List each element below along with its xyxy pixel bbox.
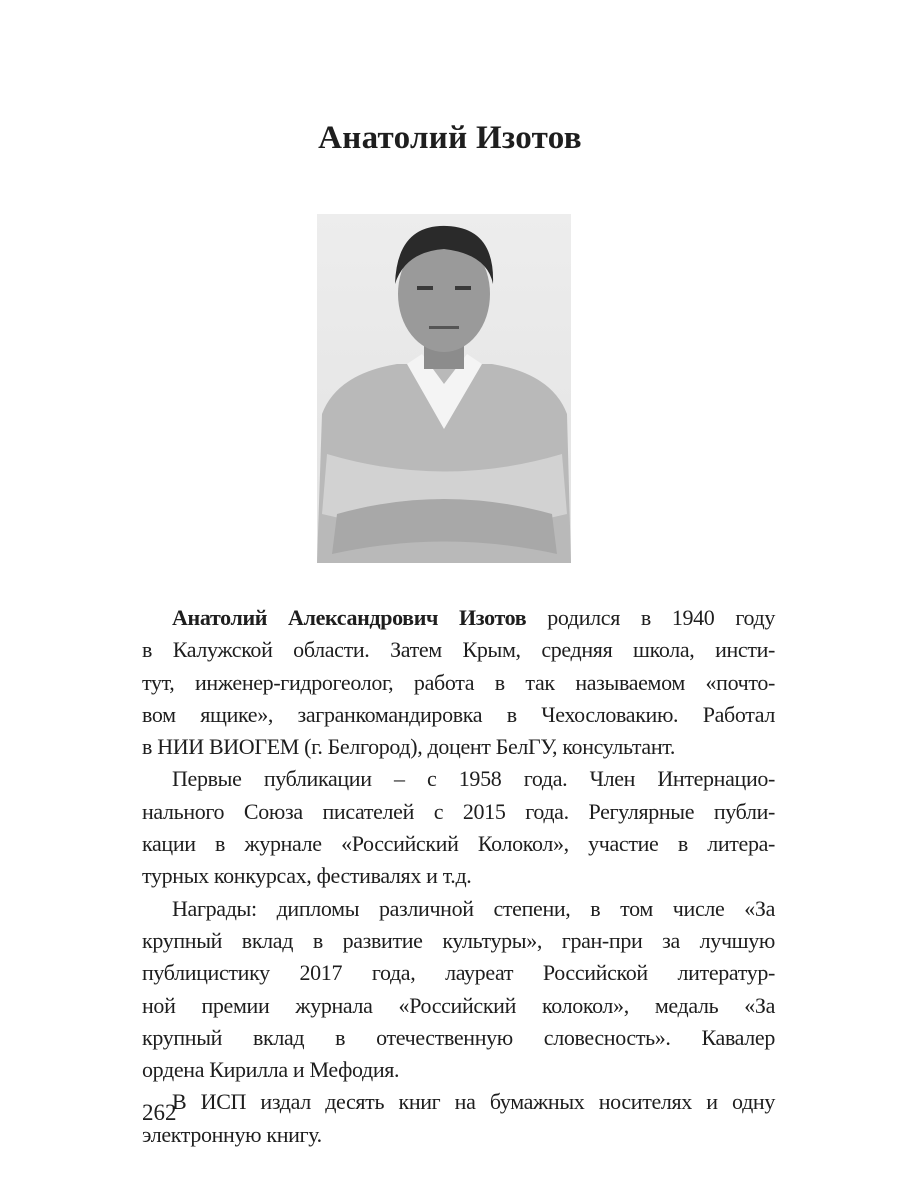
text-line: Анатолий Александрович Изотов родился в 1940 году: [172, 605, 776, 630]
text-line: ордена Кирилла и Мефодия.: [142, 1057, 400, 1083]
text-line: В ИСП издал десять книг на бумажных носителях и одну: [172, 1089, 775, 1115]
portrait-image: [317, 214, 571, 563]
text-line: в НИИ ВИОГЕМ (г. Белгород), доцент БелГУ, консультант.: [142, 734, 676, 760]
page-title: Анатолий Изотов: [318, 120, 582, 156]
text-line: нального Союза писателей с 2015 года. Регулярные публи-: [142, 798, 775, 824]
text-line: крупный вклад в отечественную словесность». Кавалер: [142, 1024, 775, 1050]
text-line: турных конкурсах, фестивалях и т.д.: [142, 863, 472, 889]
text-line: Первые публикации – с 1958 года. Член Интернацио-: [172, 766, 775, 792]
text-line: вом ящике», загранкомандировка в Чехословакию. Работал: [142, 701, 775, 727]
biography-text: [142, 602, 775, 1151]
text-line: кации в журнале «Российский Колокол», участие в литера-: [142, 831, 775, 857]
text-line: ной премии журнала «Российский колокол», медаль «За: [142, 992, 775, 1018]
text-line: крупный вклад в развитие культуры», гран-при за лучшую: [142, 927, 775, 953]
author-full-name: Анатолий Александрович Изотов: [172, 605, 527, 630]
text-line: тут, инженер-гидрогеолог, работа в так называемом «почто-: [142, 669, 775, 695]
text-line: электронную книгу.: [142, 1121, 322, 1147]
page-number: 262: [142, 1100, 177, 1125]
author-photo: [317, 214, 571, 563]
text-line: публицистику 2017 года, лауреат Российской литератур-: [142, 960, 775, 986]
text-line: Награды: дипломы различной степени, в том числе «За: [172, 895, 775, 921]
text-line: в Калужской области. Затем Крым, средняя школа, инсти-: [142, 637, 775, 663]
